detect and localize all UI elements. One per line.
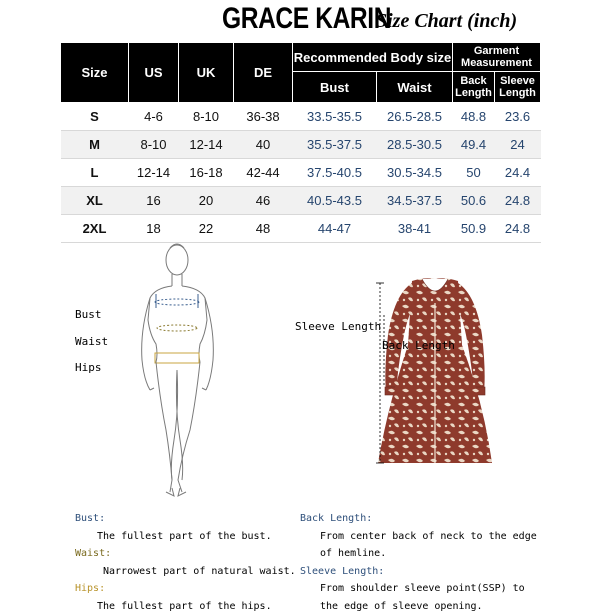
cell-back-length: 49.4 — [453, 131, 495, 159]
header-garment: Garment Measurement — [453, 43, 541, 72]
sleeve-length-label: Sleeve Length — [295, 320, 381, 333]
cell-waist: 38-41 — [377, 215, 453, 243]
cell-sleeve-length: 23.6 — [495, 103, 541, 131]
cell-waist: 26.5-28.5 — [377, 103, 453, 131]
note-waist-def: Narrowest part of natural waist. — [75, 563, 305, 581]
note-sleeve-def-1: From shoulder sleeve point(SSP) to — [300, 580, 590, 598]
cell-size: 2XL — [61, 215, 129, 243]
table-row — [61, 131, 541, 159]
note-sleeve-term: Sleeve Length: — [300, 563, 590, 581]
cell-us: 8-10 — [129, 131, 179, 159]
cell-bust: 40.5-43.5 — [293, 187, 377, 215]
cell-back-length: 50 — [453, 159, 495, 187]
back-length-label: Back Length — [382, 339, 455, 352]
body-figure-illustration — [120, 240, 240, 505]
note-bust-term: Bust: — [75, 510, 305, 528]
header-bust: Bust — [293, 72, 377, 103]
note-back-def-1: From center back of neck to the edge — [300, 528, 590, 546]
cell-sleeve-length: 24.8 — [495, 215, 541, 243]
header-waist: Waist — [377, 72, 453, 103]
cell-us: 4-6 — [129, 103, 179, 131]
table-row — [61, 215, 541, 243]
cell-bust: 33.5-35.5 — [293, 103, 377, 131]
cell-de: 48 — [234, 215, 293, 243]
cell-uk: 8-10 — [179, 103, 234, 131]
cell-uk: 22 — [179, 215, 234, 243]
cell-sleeve-length: 24 — [495, 131, 541, 159]
note-hips-def: The fullest part of the hips. — [75, 598, 305, 615]
chart-title: Size Chart (inch) — [376, 10, 517, 33]
note-bust-def: The fullest part of the bust. — [75, 528, 305, 546]
table-row — [61, 159, 541, 187]
note-hips-term: Hips: — [75, 580, 305, 598]
cell-waist: 28.5-30.5 — [377, 131, 453, 159]
header-de: DE — [234, 43, 293, 103]
cell-size: L — [61, 159, 129, 187]
cell-us: 12-14 — [129, 159, 179, 187]
garment-measure-notes — [300, 510, 590, 615]
header — [0, 2, 600, 40]
cell-waist: 30.5-34.5 — [377, 159, 453, 187]
waist-label: Waist — [75, 335, 108, 348]
cell-size: M — [61, 131, 129, 159]
cell-sleeve-length: 24.4 — [495, 159, 541, 187]
table-row — [61, 103, 541, 131]
cell-bust: 35.5-37.5 — [293, 131, 377, 159]
dress-photo — [372, 275, 502, 473]
cell-us: 18 — [129, 215, 179, 243]
note-waist-term: Waist: — [75, 545, 305, 563]
cell-uk: 16-18 — [179, 159, 234, 187]
header-us: US — [129, 43, 179, 103]
note-sleeve-def-2: the edge of sleeve opening. — [300, 598, 590, 615]
cell-back-length: 50.9 — [453, 215, 495, 243]
cell-de: 46 — [234, 187, 293, 215]
cell-uk: 12-14 — [179, 131, 234, 159]
bust-label: Bust — [75, 308, 102, 321]
note-back-def-2: of hemline. — [300, 545, 590, 563]
header-back-length: Back Length — [453, 72, 495, 103]
cell-sleeve-length: 24.8 — [495, 187, 541, 215]
cell-back-length: 50.6 — [453, 187, 495, 215]
note-back-term: Back Length: — [300, 510, 590, 528]
cell-de: 42-44 — [234, 159, 293, 187]
cell-size: S — [61, 103, 129, 131]
hips-label: Hips — [75, 361, 102, 374]
brand-logo: GRACE KARIN — [222, 2, 391, 36]
table-header-row — [61, 43, 541, 72]
cell-bust: 37.5-40.5 — [293, 159, 377, 187]
cell-de: 40 — [234, 131, 293, 159]
cell-uk: 20 — [179, 187, 234, 215]
header-recommended: Recommended Body size — [293, 43, 453, 72]
cell-us: 16 — [129, 187, 179, 215]
cell-de: 36-38 — [234, 103, 293, 131]
cell-size: XL — [61, 187, 129, 215]
header-sleeve-length: Sleeve Length — [495, 72, 541, 103]
cell-waist: 34.5-37.5 — [377, 187, 453, 215]
table-row — [61, 187, 541, 215]
header-uk: UK — [179, 43, 234, 103]
size-table — [60, 42, 541, 243]
cell-back-length: 48.8 — [453, 103, 495, 131]
header-size: Size — [61, 43, 129, 103]
cell-bust: 44-47 — [293, 215, 377, 243]
body-measure-notes — [75, 510, 305, 615]
